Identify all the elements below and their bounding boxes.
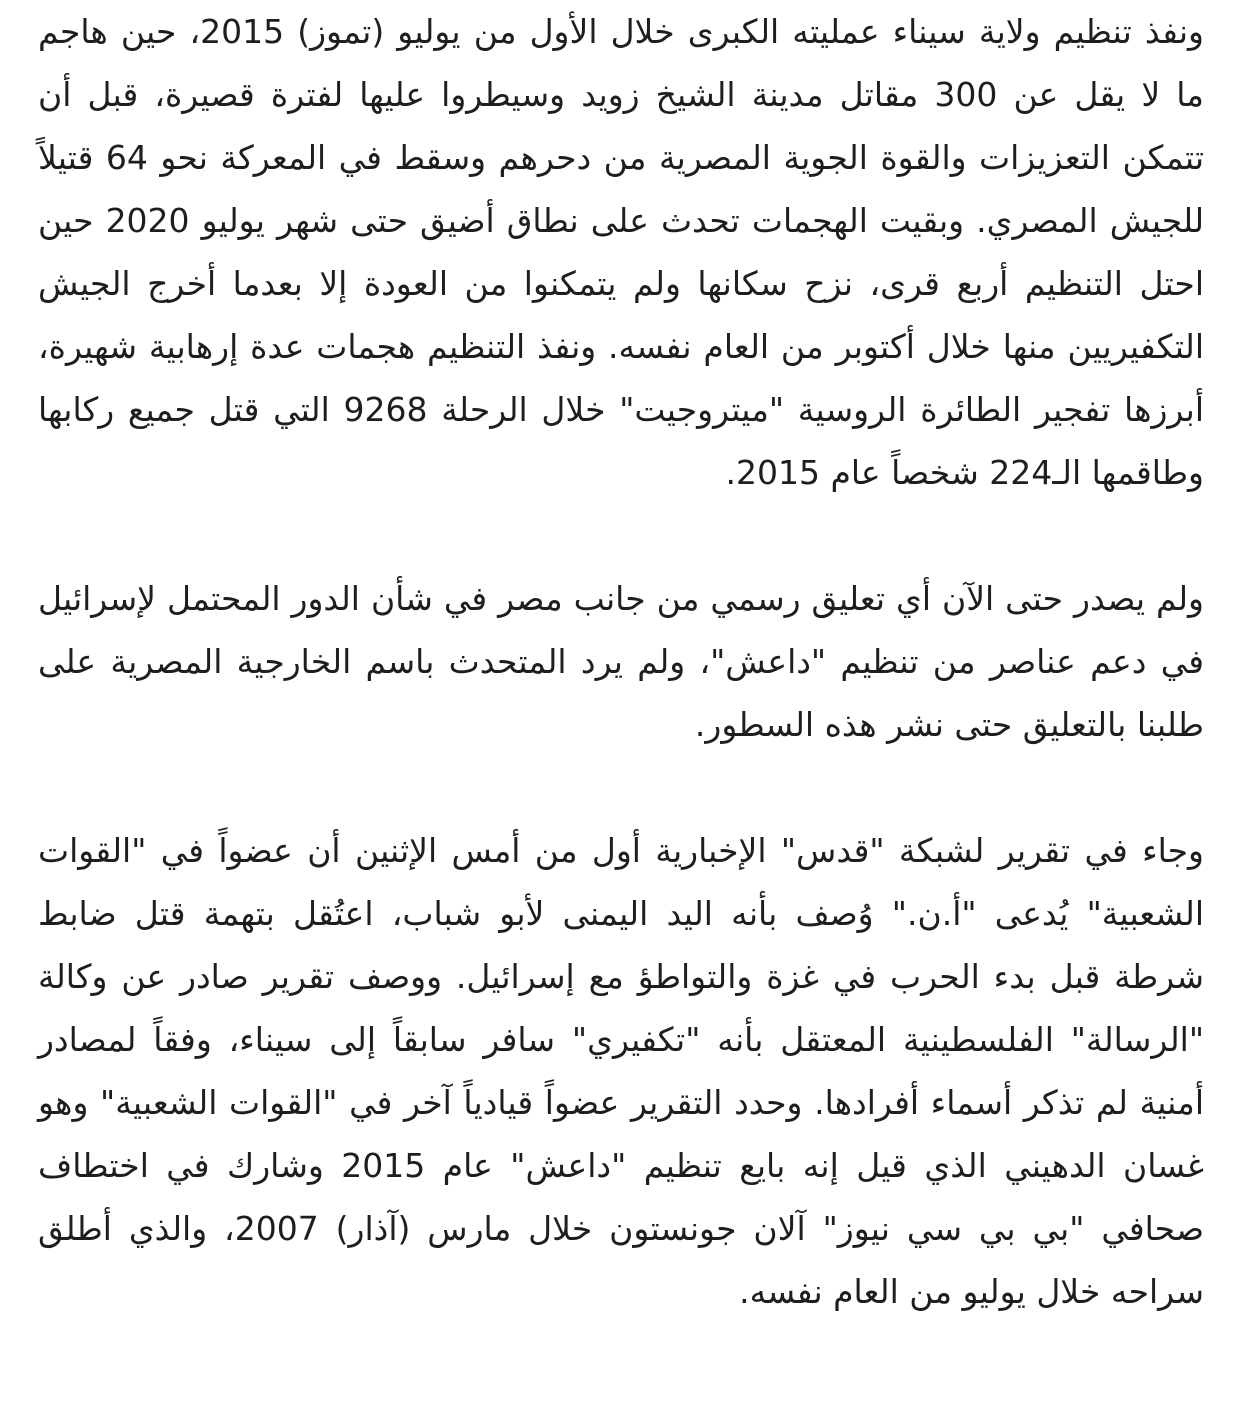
article-paragraph-quds-report: وجاء في تقرير لشبكة "قدس" الإخبارية أول من أمس الإثنين أن عضواً في "القوات الشعبية" يُدعى "أ.ن." وُصف بأنه اليد اليمنى لأبو شباب، اعتُقل بتهمة قتل ضابط شرطة قبل بدء الحرب في غزة والتواطؤ مع إسرائيل. ووصف تقرير صادر عن وكالة "الرسالة" الفلسطينية المعتقل بأنه "تكفيري" سافر سابقاً إلى سيناء، وفقاً لمصادر أمنية لم تذكر أسماء أفرادها. وحدد التقرير عضواً قيادياً آخر في "القوات الشعبية" وهو غسان الدهيني الذي قيل إنه بايع تنظيم "داعش" عام 2015 وشارك في اختطاف صحافي "بي بي سي نيوز" آلان جونستون خلال مارس (آذار) 2007، والذي أطلق سراحه خلال يوليو من العام نفسه. (38, 831, 1204, 1311)
article-body (38, 0, 1204, 1323)
article-paragraph-sinai-attacks: ونفذ تنظيم ولاية سيناء عمليته الكبرى خلال الأول من يوليو (تموز) 2015، حين هاجم ما لا يقل عن 300 مقاتل مدينة الشيخ زويد وسيطروا عليها لفترة قصيرة، قبل أن تتمكن التعزيزات والقوة الجوية المصرية من دحرهم وسقط في المعركة نحو 64 قتيلاً للجيش المصري. وبقيت الهجمات تحدث على نطاق أضيق حتى شهر يوليو 2020 حين احتل التنظيم أربع قرى، نزح سكانها ولم يتمكنوا من العودة إلا بعدما أخرج الجيش التكفيريين منها خلال أكتوبر من العام نفسه. ونفذ التنظيم هجمات عدة إرهابية شهيرة، أبرزها تفجير الطائرة الروسية "ميتروجيت" خلال الرحلة 9268 التي قتل جميع ركابها وطاقمها الـ224 شخصاً عام 2015. (38, 12, 1205, 492)
article-paragraph-egypt-response: ولم يصدر حتى الآن أي تعليق رسمي من جانب مصر في شأن الدور المحتمل لإسرائيل في دعم عناصر من تنظيم "داعش"، ولم يرد المتحدث باسم الخارجية المصرية على طلبنا بالتعليق حتى نشر هذه السطور. (38, 579, 1204, 744)
